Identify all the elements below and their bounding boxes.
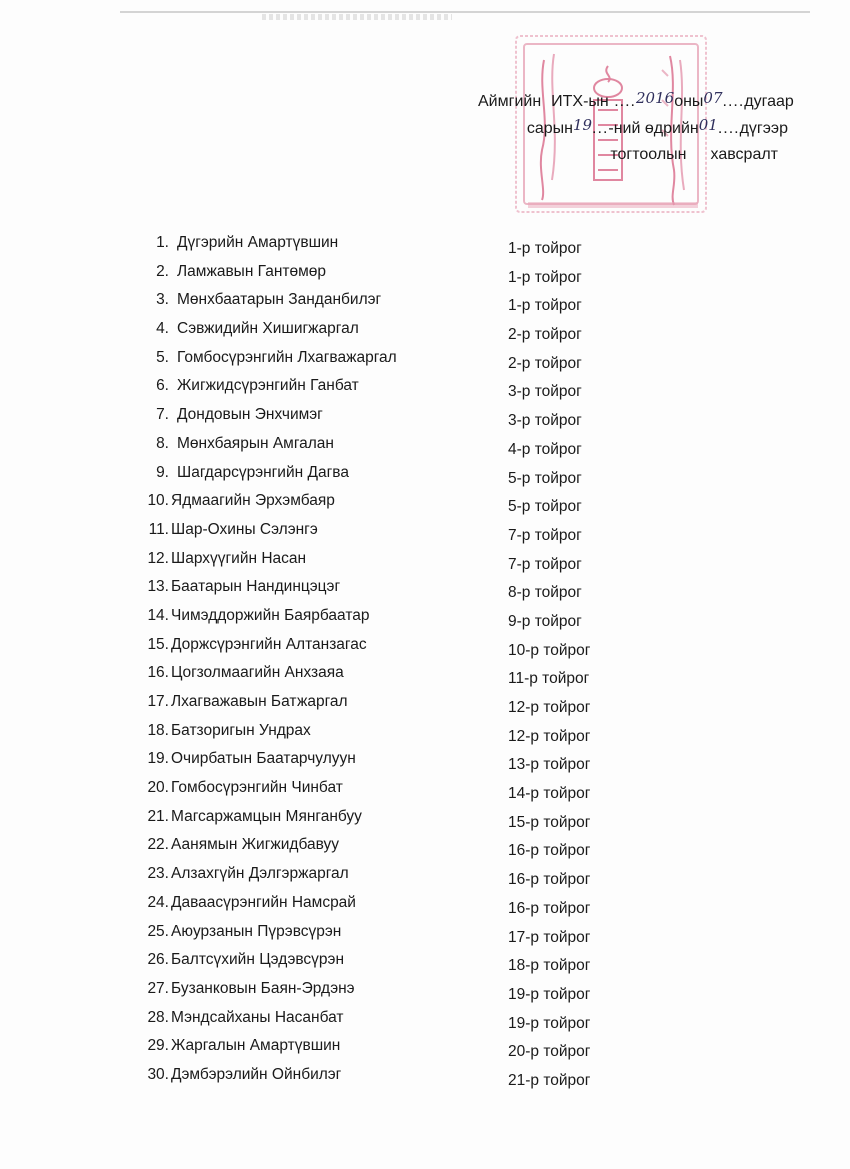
member-district: 16-р тойрог bbox=[508, 842, 591, 860]
member-name: Дүгэрийн Амартүвшин bbox=[177, 234, 339, 251]
list-item bbox=[135, 980, 635, 1009]
header-dugaar: дугаар bbox=[744, 93, 794, 110]
list-item bbox=[135, 435, 635, 464]
list-item bbox=[135, 607, 635, 636]
member-number: 14. bbox=[147, 606, 169, 624]
list-item bbox=[135, 779, 635, 808]
handwritten-number: 01 bbox=[698, 116, 718, 134]
resolution-annex-header bbox=[478, 88, 794, 168]
list-item bbox=[135, 464, 635, 493]
list-item bbox=[135, 836, 635, 865]
member-name: Мэндсайханы Насанбат bbox=[171, 1008, 344, 1026]
member-district: 17-р тойрог bbox=[508, 928, 591, 946]
member-district: 12-р тойрог bbox=[508, 727, 591, 745]
header-odriin: -ний өдрийн bbox=[608, 120, 699, 137]
member-name: Шар-Охины Сэлэнгэ bbox=[171, 520, 318, 538]
top-scan-border bbox=[120, 11, 810, 13]
handwritten-year: 2016 bbox=[636, 89, 675, 107]
member-number: 16. bbox=[147, 664, 169, 682]
member-district: 7-р тойрог bbox=[508, 526, 582, 544]
member-district: 20-р тойрог bbox=[508, 1043, 591, 1061]
member-number: 20. bbox=[147, 779, 169, 797]
handwritten-day: 19 bbox=[572, 116, 593, 134]
member-name: Жигжидсүрэнгийн Ганбат bbox=[177, 377, 359, 395]
header-onii: оны bbox=[674, 93, 704, 110]
list-item bbox=[135, 349, 635, 378]
member-district: 2-р тойрог bbox=[508, 354, 582, 372]
list-item bbox=[135, 693, 635, 722]
header-line-1: Аймгийн ИТХ-ын ....2016оны07....дугаар bbox=[478, 88, 788, 115]
member-number: 24. bbox=[147, 893, 169, 911]
member-name: Аанямын Жигжидбавуу bbox=[171, 836, 339, 854]
header-saryn: сарын bbox=[526, 120, 573, 137]
member-district: 5-р тойрог bbox=[508, 498, 582, 516]
member-district: 2-р тойрог bbox=[508, 326, 582, 344]
member-name: Мөнхбаярын Амгалан bbox=[177, 434, 334, 452]
member-district: 7-р тойрог bbox=[508, 555, 582, 573]
list-item bbox=[135, 750, 635, 779]
list-item bbox=[135, 377, 635, 406]
list-item bbox=[135, 636, 635, 665]
list-item bbox=[135, 550, 635, 579]
member-number: 10. bbox=[147, 492, 169, 510]
list-item bbox=[135, 923, 635, 952]
member-district: 15-р тойрог bbox=[508, 813, 591, 831]
member-district: 1-р тойрог bbox=[508, 297, 582, 315]
member-district: 16-р тойрог bbox=[508, 899, 591, 917]
list-item bbox=[135, 722, 635, 751]
list-item bbox=[135, 808, 635, 837]
member-name: Жаргалын Амартүвшин bbox=[171, 1037, 341, 1055]
member-district: 3-р тойрог bbox=[508, 383, 582, 401]
member-number: 18. bbox=[147, 721, 169, 739]
member-name: Дондовын Энхчимэг bbox=[177, 406, 323, 424]
header-togtoolyn: тогтоолын bbox=[610, 146, 687, 163]
member-number: 6. bbox=[156, 377, 169, 395]
member-number: 27. bbox=[147, 979, 169, 997]
list-item bbox=[135, 320, 635, 349]
member-district: 10-р тойрог bbox=[508, 641, 591, 659]
member-name: Сэвжидийн Хишигжаргал bbox=[177, 320, 359, 338]
member-number: 15. bbox=[147, 635, 169, 653]
header-line-3 bbox=[478, 142, 788, 168]
member-number: 28. bbox=[147, 1008, 169, 1026]
member-number: 26. bbox=[147, 951, 169, 969]
member-number: 13. bbox=[147, 578, 169, 596]
member-name: Аюурзанын Пүрэвсүрэн bbox=[171, 922, 342, 940]
member-name: Батзоригын Ундрах bbox=[171, 721, 311, 739]
member-district: 14-р тойрог bbox=[508, 785, 591, 803]
member-number: 1. bbox=[156, 234, 169, 251]
member-number: 22. bbox=[147, 836, 169, 854]
member-number: 8. bbox=[156, 434, 169, 452]
handwritten-month: 07 bbox=[703, 89, 723, 107]
member-district: 4-р тойрог bbox=[508, 440, 582, 458]
member-list bbox=[135, 234, 635, 1095]
list-item bbox=[135, 951, 635, 980]
list-item bbox=[135, 865, 635, 894]
member-number: 9. bbox=[156, 463, 169, 481]
member-name: Гомбосүрэнгийн Лхагважаргал bbox=[177, 348, 397, 366]
member-name: Гомбосүрэнгийн Чинбат bbox=[171, 779, 343, 797]
member-district: 9-р тойрог bbox=[508, 612, 582, 630]
member-district: 12-р тойрог bbox=[508, 699, 591, 716]
list-item bbox=[135, 234, 635, 263]
member-name: Цогзолмаагийн Анхзаяа bbox=[171, 664, 344, 682]
header-itkh: ИТХ-ын bbox=[551, 93, 609, 110]
member-district: 19-р тойрог bbox=[508, 985, 591, 1003]
member-number: 5. bbox=[156, 348, 169, 366]
member-number: 19. bbox=[147, 750, 169, 768]
member-name: Лхагважавын Батжаргал bbox=[171, 693, 348, 710]
list-item bbox=[135, 521, 635, 550]
member-name: Ламжавын Гантөмөр bbox=[177, 262, 326, 280]
member-name: Шагдарсүрэнгийн Дагва bbox=[177, 463, 349, 481]
list-item bbox=[135, 1066, 635, 1095]
member-name: Чимэддоржийн Баярбаатар bbox=[171, 606, 370, 624]
member-district: 21-р тойрог bbox=[508, 1071, 591, 1089]
header-line-2: сарын19...-ний өдрийн01....дүгээр bbox=[478, 115, 788, 142]
member-name: Дэмбэрэлийн Ойнбилэг bbox=[171, 1065, 342, 1083]
member-district: 3-р тойрог bbox=[508, 412, 582, 430]
member-name: Балтсүхийн Цэдэвсүрэн bbox=[171, 951, 345, 969]
member-name: Баатарын Нандинцэцэг bbox=[171, 578, 341, 596]
member-district: 1-р тойрог bbox=[508, 268, 582, 286]
member-number: 25. bbox=[147, 922, 169, 940]
member-name: Алзахгүйн Дэлгэржаргал bbox=[171, 865, 349, 883]
member-district: 18-р тойрог bbox=[508, 957, 591, 975]
member-number: 2. bbox=[156, 262, 169, 280]
faint-scan-header bbox=[262, 14, 452, 20]
list-item bbox=[135, 492, 635, 521]
list-item bbox=[135, 406, 635, 435]
list-item bbox=[135, 578, 635, 607]
member-number: 7. bbox=[156, 406, 169, 424]
member-district: 8-р тойрог bbox=[508, 584, 582, 602]
member-number: 4. bbox=[156, 320, 169, 338]
member-district: 5-р тойрог bbox=[508, 469, 582, 487]
member-district: 1-р тойрог bbox=[508, 240, 582, 257]
member-number: 21. bbox=[147, 807, 169, 825]
member-district: 11-р тойрог bbox=[508, 670, 590, 688]
list-item bbox=[135, 1009, 635, 1038]
member-district: 13-р тойрог bbox=[508, 756, 591, 774]
member-number: 23. bbox=[147, 865, 169, 883]
member-name: Мөнхбаатарын Занданбилэг bbox=[177, 291, 382, 309]
member-number: 29. bbox=[147, 1037, 169, 1055]
member-name: Доржсүрэнгийн Алтанзагас bbox=[171, 635, 367, 653]
member-number: 17. bbox=[147, 693, 169, 710]
header-dugeer: дүгээр bbox=[739, 120, 788, 137]
header-aimag: Аймгийн bbox=[478, 93, 542, 110]
member-number: 12. bbox=[147, 549, 169, 567]
member-number: 30. bbox=[147, 1065, 169, 1083]
member-name: Очирбатын Баатарчулуун bbox=[171, 750, 356, 768]
list-item bbox=[135, 1037, 635, 1066]
member-name: Даваасүрэнгийн Намсрай bbox=[171, 893, 356, 911]
list-item bbox=[135, 664, 635, 693]
member-name: Шархүүгийн Насан bbox=[171, 549, 307, 567]
member-name: Бузанковын Баян-Эрдэнэ bbox=[171, 979, 355, 997]
list-item bbox=[135, 894, 635, 923]
member-district: 16-р тойрог bbox=[508, 871, 591, 889]
list-item bbox=[135, 263, 635, 292]
member-district: 19-р тойрог bbox=[508, 1014, 591, 1032]
header-khavsralt: хавсралт bbox=[710, 146, 778, 163]
member-number: 11. bbox=[148, 520, 169, 538]
member-number: 3. bbox=[156, 291, 169, 309]
list-item bbox=[135, 291, 635, 320]
member-name: Магсаржамцын Мянганбуу bbox=[171, 807, 362, 825]
member-name: Ядмаагийн Эрхэмбаяр bbox=[171, 492, 335, 510]
